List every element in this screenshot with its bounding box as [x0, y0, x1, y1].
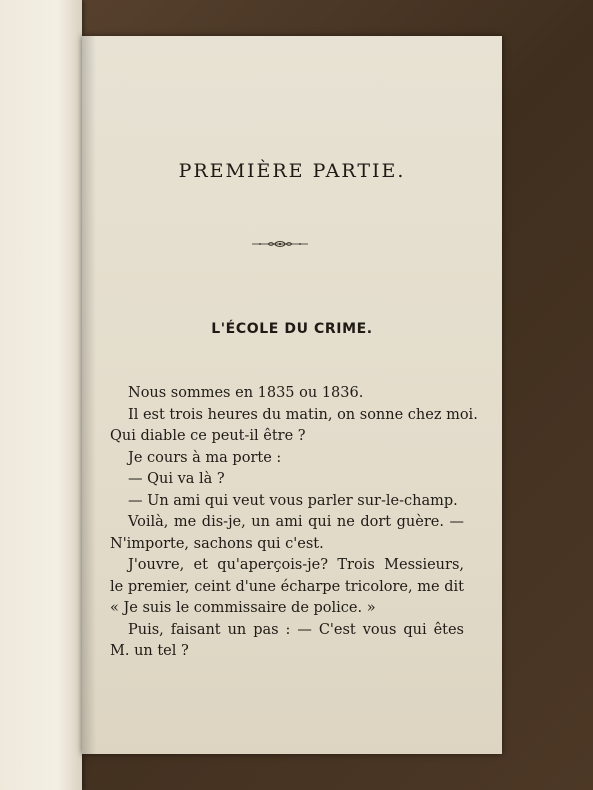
text-line: « Je suis le commissaire de police. »: [110, 600, 376, 616]
text-line: Puis, faisant un pas : — C'est vous qui êtes: [128, 621, 464, 638]
text-line: Il est trois heures du matin, on sonne chez moi.: [128, 406, 478, 423]
text-line: Voilà, me dis-je, un ami qui ne dort guère. —: [128, 514, 464, 530]
text-line: — Un ami qui veut vous parler sur-le-champ.: [128, 492, 458, 509]
left-page-edge: [0, 0, 82, 790]
text-line: Qui diable ce peut-il être ?: [110, 428, 306, 444]
body-text: [110, 383, 478, 663]
text-line: Nous sommes en 1835 ou 1836.: [128, 385, 364, 401]
ornament-divider: [250, 238, 310, 250]
text-line: J'ouvre, et qu'aperçois-je? Trois Messieurs,: [128, 557, 464, 573]
text-line: le premier, ceint d'une écharpe tricolore, me dit: [110, 578, 464, 595]
text-line: Je cours à ma porte :: [128, 449, 282, 466]
part-title: PREMIÈRE PARTIE.: [178, 160, 406, 182]
gutter-shadow: [82, 36, 96, 754]
text-line: — Qui va là ?: [128, 471, 225, 487]
text-line: N'importe, sachons qui c'est.: [110, 535, 324, 552]
text-line: M. un tel ?: [110, 643, 189, 659]
chapter-title: L'ÉCOLE DU CRIME.: [211, 321, 373, 337]
book-page: [82, 36, 502, 754]
